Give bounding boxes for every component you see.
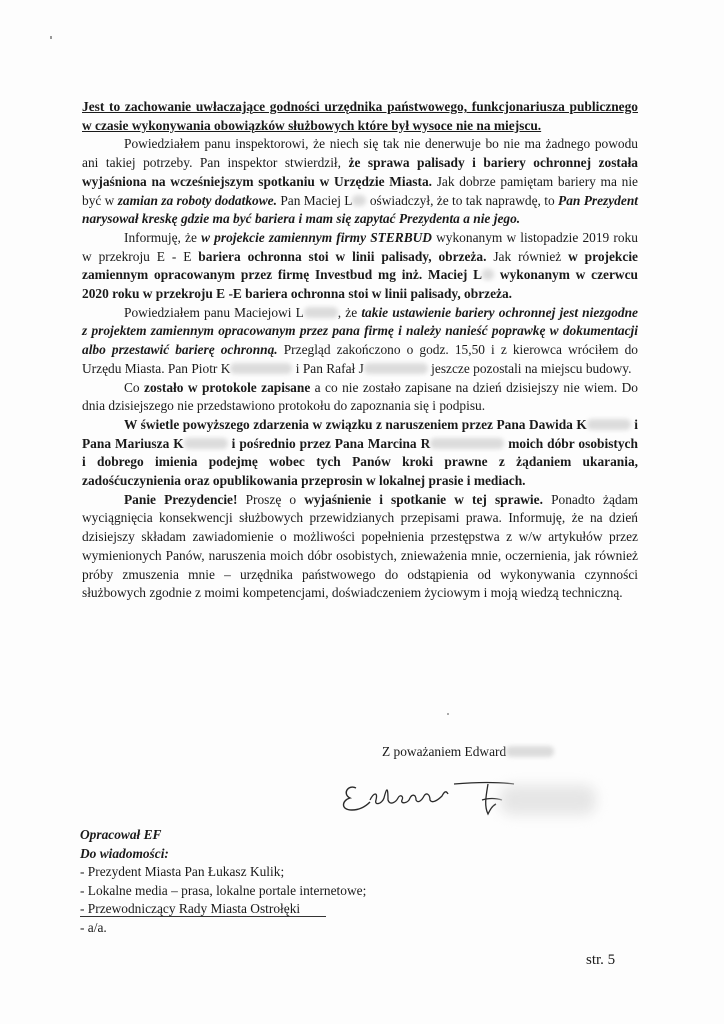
letter-body xyxy=(82,98,638,603)
redaction-blur xyxy=(482,269,494,280)
scan-speck xyxy=(50,36,52,39)
footer-block xyxy=(80,826,366,937)
redaction-blur xyxy=(304,307,338,318)
scan-speck xyxy=(447,713,449,715)
paragraph-3: Powiedziałem panu Maciejowi L , że takie ustawienie bariery ochronnej jest niezgodne z projektem zamiennym opracowanym przez pana firmę i należy nanieść poprawkę w dokumentacji albo przestawić barierę ochronną. Przegląd zakończono o godz. 15,50 i z kierowca wróciłem do Urzędu Miasta. Pan Piotr K i Pan Rafał J jeszcze pozostali na miejscu budowy. xyxy=(82,304,638,376)
paragraph-5: W świetle powyższego zdarzenia w związku z naruszeniem przez Pana Dawida K i Pana Mariusza K i pośrednio przez Pana Marcina R moich dóbr osobistych i dobrego imienia podejmę wobec tych Panów kroki prawne z żądaniem ukarania, zadośćuczynienia oraz opublikowania przeprosin w lokalnej prasie i mediach. xyxy=(82,416,638,489)
redaction-blur xyxy=(184,438,228,449)
paragraph-0 xyxy=(82,98,638,135)
recipient-line: - Lokalne media – prasa, lokalne portale internetowe; xyxy=(80,882,367,898)
paragraph-6: Panie Prezydencie! Proszę o wyjaśnienie i spotkanie w tej sprawie. Ponadto żądam wyciągnięcia konsekwencji służbowych przewidzianych przepisami prawa. Informuję, że na dzień dzisiejszy składam zawiadomienie o możliwości popełnienia przestępstwa z w/w artykułów przez wymienionych Panów, naruszenia moich dóbr osobistych, znieważenia mnie, oczernienia, jak również próby zmuszenia mnie – urzędnika państwowego do odstąpienia od wykonywania czynności służbowych zgodnie z moimi kompetencjami, doświadczeniem życiowym i moją wiedzą techniczną. xyxy=(82,491,638,601)
paragraph-1: Powiedziałem panu inspektorowi, że niech się tak nie denerwuje bo nie ma żadnego powodu ani takiej potrzeby. Pan inspektor stwierdził, że sprawa palisady i bariery ochronnej została wyjaśniona na wcześniejszym spotkaniu w Urzędzie Miasta. Jak dobrze pamiętam bariery ma nie być w zamian za roboty dodatkowe. Pan Maciej L oświadczył, że to tak naprawdę, to Pan Prezydent narysował kreskę gdzie ma być bariera i mam się zapytać Prezydenta a nie jego. xyxy=(82,136,638,227)
recipient-line: - Prezydent Miasta Pan Łukasz Kulik; xyxy=(80,864,285,879)
redaction-blur xyxy=(506,746,554,757)
underlined-statement: Jest to zachowanie uwłaczające godności urzędnika państwowego, funkcjonariusza publicznego w czasie wykonywania obowiązków służbowych które był wysoce nie na miejscu. xyxy=(82,99,638,133)
recipient-line: - a/a. xyxy=(80,919,107,935)
recipient-line: - Przewodniczący Rady Miasta Ostrołęki xyxy=(80,901,301,916)
divider-line xyxy=(80,916,326,917)
paragraph-4: Co zostało w protokole zapisane a co nie zostało zapisane na dzień dzisiejszy nie wiem. Do dnia dzisiejszego nie przedstawiono protokołu do zapoznania się i podpisu. xyxy=(82,379,638,414)
redaction-blur xyxy=(230,363,292,374)
prepared-by: Opracował EF xyxy=(80,827,162,842)
paragraph-2: Informuję, że w projekcie zamiennym firmy STERBUD wykonanym w listopadzie 2019 roku w przekroju E - E bariera ochronna stoi w linii palisady, obrzeża. Jak również w projekcie zamiennym opracowanym przez firmę Investbud mg inż. Maciej L wykonanym w czerwcu 2020 roku w przekroju E -E bariera ochronna stoi w linii palisady, obrzeża. xyxy=(82,229,638,302)
redaction-blur xyxy=(430,438,504,449)
closing-salutation: Z poważaniem Edward xyxy=(382,744,554,760)
redaction-blur xyxy=(352,195,366,206)
redaction-blur xyxy=(500,785,596,815)
cc-title: Do wiadomości: xyxy=(80,845,169,861)
page-number: str. 5 xyxy=(586,952,616,968)
redaction-blur xyxy=(587,419,631,430)
redaction-blur xyxy=(364,363,428,374)
